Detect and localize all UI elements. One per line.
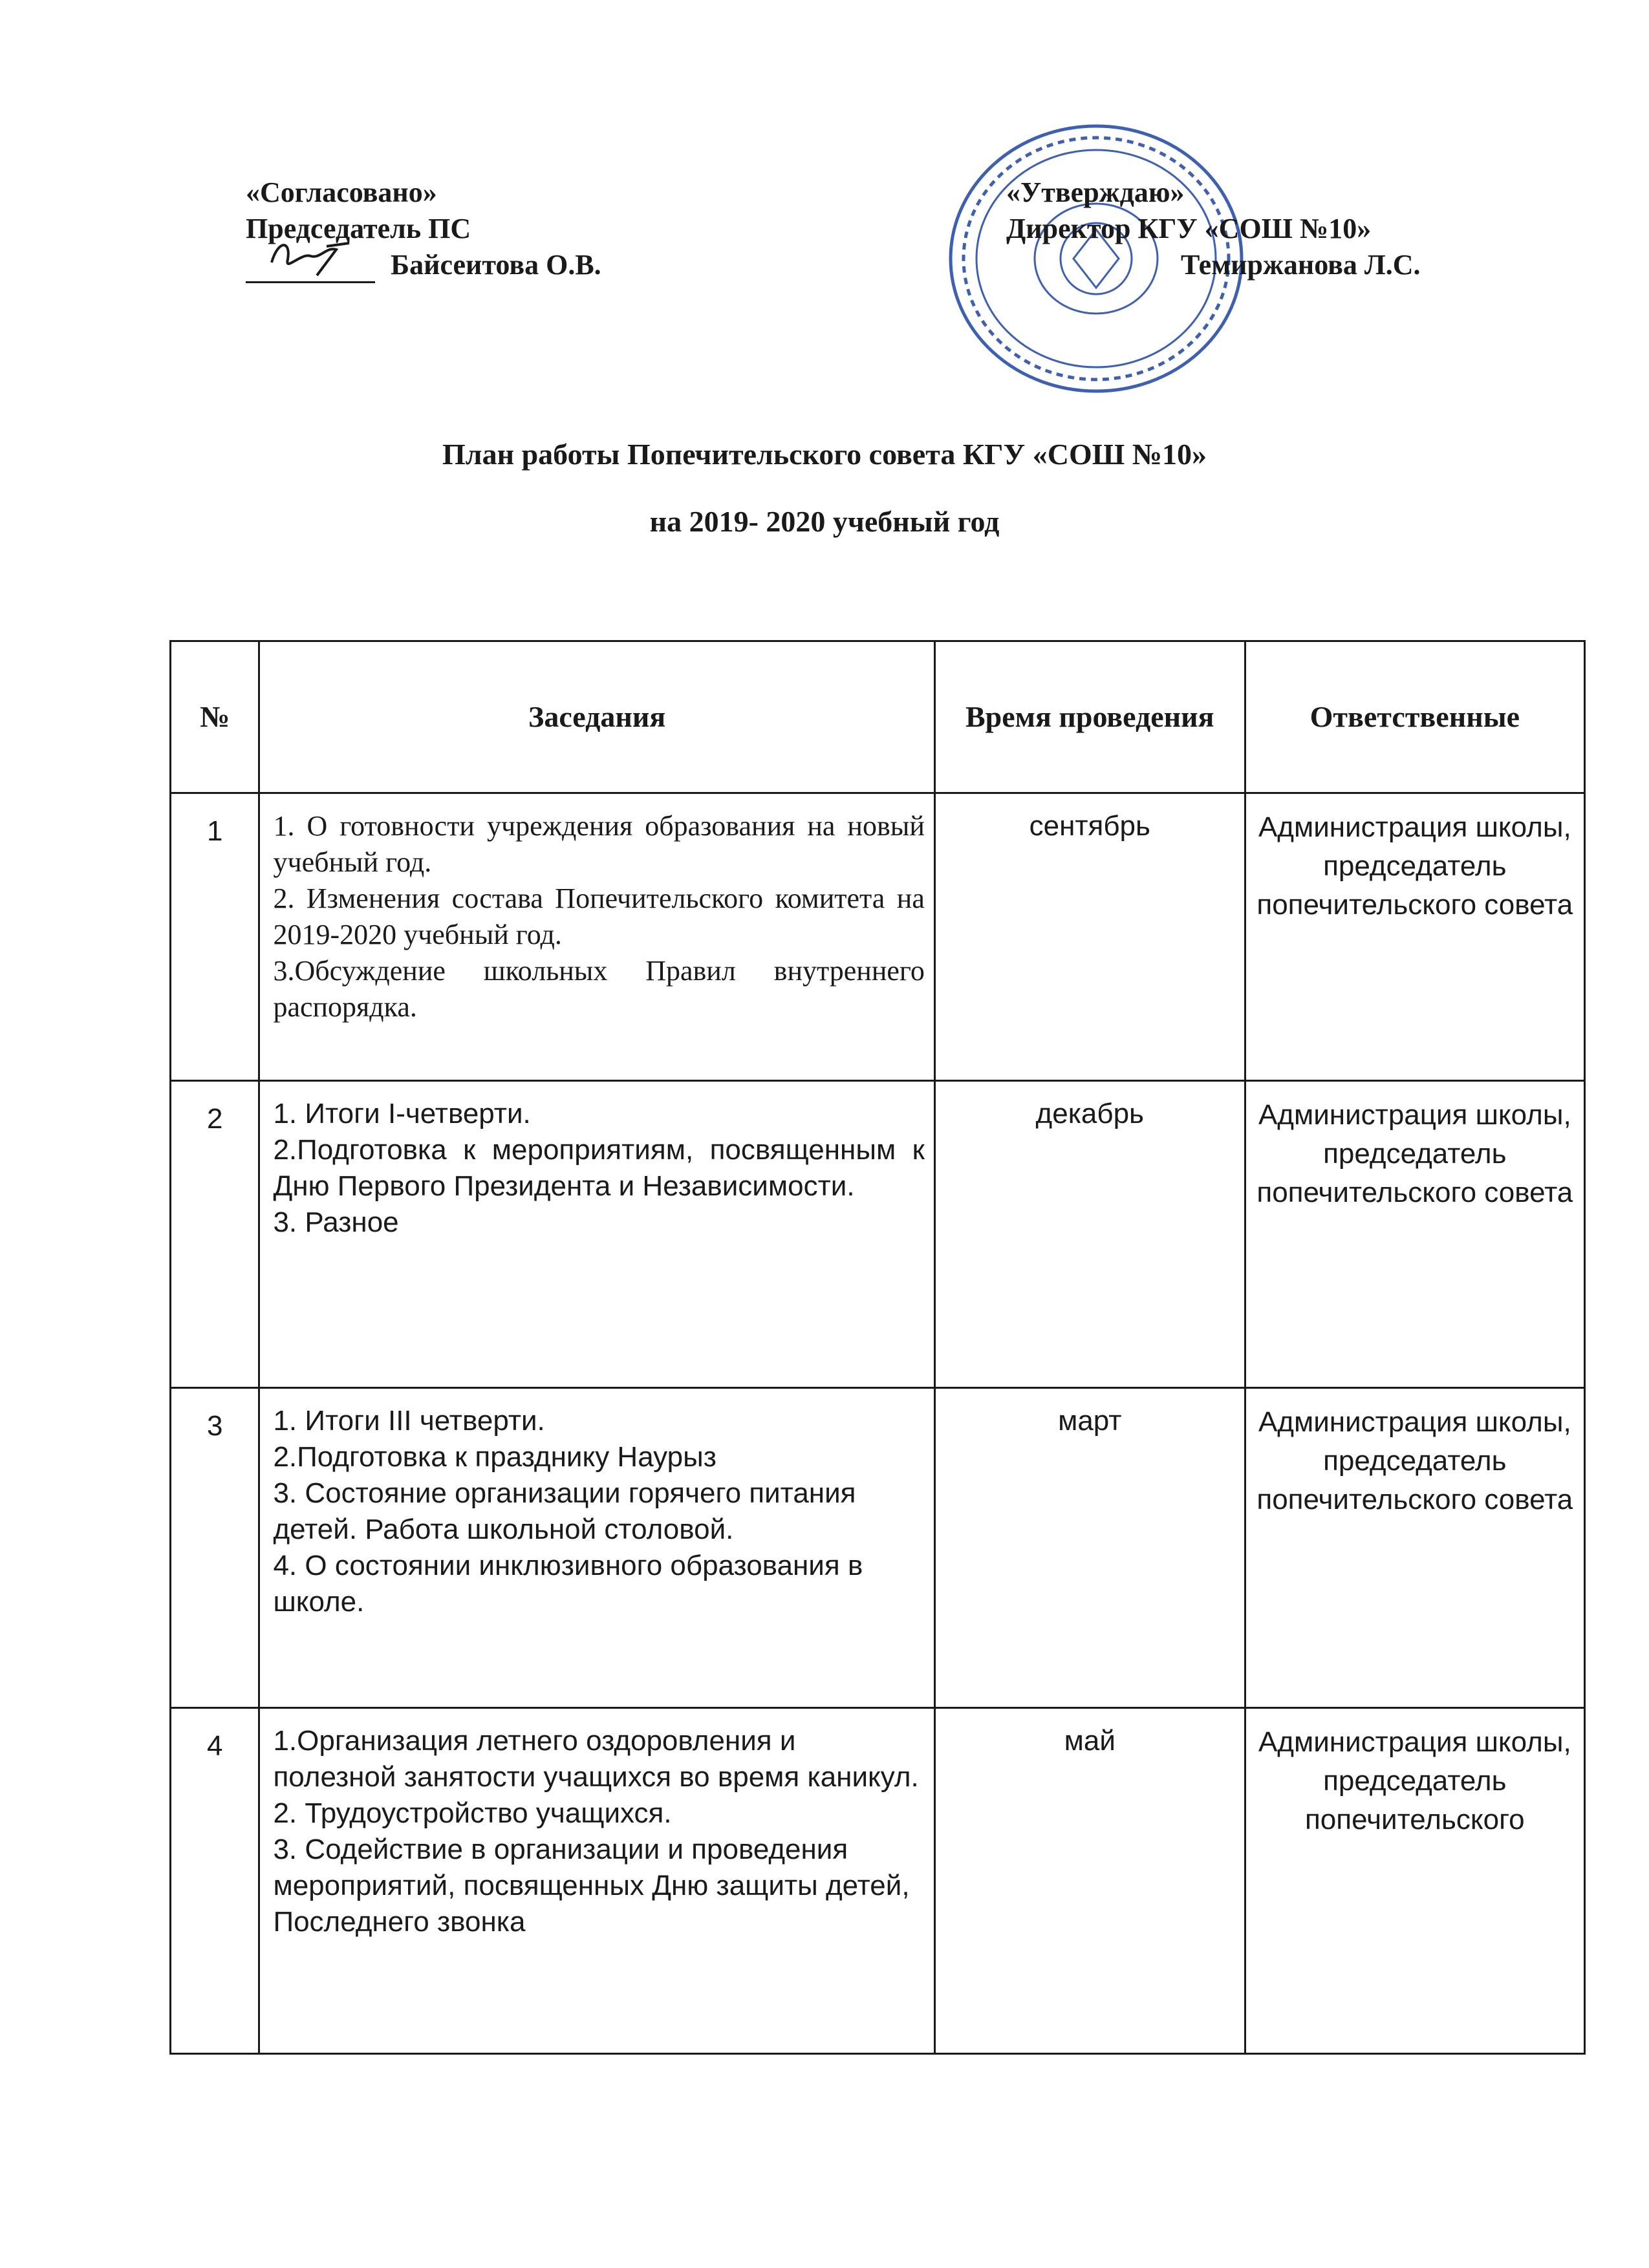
table-row [171, 793, 1585, 1081]
approved-label: «Утверждаю» [1006, 177, 1185, 208]
document-subtitle: на 2019- 2020 учебный год [649, 505, 1000, 538]
agreed-signature-row [246, 247, 601, 283]
agenda-item: 2. Трудоустройство учащихся. [273, 1797, 672, 1829]
agreed-label: «Согласовано» [246, 177, 437, 208]
row-responsible: Администрация школы, председатель попечительского совета [1245, 793, 1584, 1081]
row-responsible: Администрация школы, председатель попечительского [1245, 1708, 1584, 2054]
agenda-item: 2.Подготовка к мероприятиям, посвященным к Дню Первого Президента и Независимости. [273, 1134, 925, 1202]
row-agenda [259, 1708, 934, 2054]
header-agenda: Заседания [259, 641, 934, 793]
agenda-item: 2.Подготовка к празднику Наурыз [273, 1441, 717, 1473]
row-number: 1 [171, 793, 259, 1081]
agenda-item: 3.Обсуждение школьных Правил внутреннего распорядка. [273, 955, 925, 1023]
agenda-item: 3. Содействие в организации и проведения мероприятий, посвященных Дню защиты детей, Последнего звонка [273, 1834, 910, 1938]
agreed-position: Председатель ПС [246, 213, 471, 244]
header-number: № [171, 641, 259, 793]
agenda-item: 2. Изменения состава Попечительского комитета на 2019-2020 учебный год. [273, 883, 925, 950]
agenda-item: 1.Организация летнего оздоровления и полезной занятости учащихся во время каникул. [273, 1725, 919, 1793]
approved-name: Темиржанова Л.С. [1181, 249, 1421, 281]
header-responsible: Ответственные [1245, 641, 1584, 793]
agenda-item: 1. Итоги III четверти. [273, 1405, 545, 1437]
header-time: Время проведения [934, 641, 1245, 793]
row-number: 4 [171, 1708, 259, 2054]
row-responsible: Администрация школы, председатель попечительского совета [1245, 1388, 1584, 1708]
table-row [171, 1081, 1585, 1388]
table-row [171, 1708, 1585, 2054]
agreed-name: Байсеитова О.В. [391, 249, 601, 281]
approval-agreed-block [246, 175, 601, 283]
row-agenda [259, 793, 934, 1081]
table-header-row [171, 641, 1585, 793]
agenda-item: 4. О состоянии инклюзивного образования в школе. [273, 1550, 863, 1618]
approved-signature-row [1006, 247, 1420, 283]
agenda-item: 1. О готовности учреждения образования на новый учебный год. [273, 810, 925, 878]
row-number: 3 [171, 1388, 259, 1708]
row-time: декабрь [934, 1081, 1245, 1388]
table-row [171, 1388, 1585, 1708]
row-agenda [259, 1081, 934, 1388]
row-time: сентябрь [934, 793, 1245, 1081]
document-title: План работы Попечительского совета КГУ «СОШ №10» [442, 438, 1207, 471]
row-time: май [934, 1708, 1245, 2054]
signature-line [246, 253, 375, 283]
approved-position: Директор КГУ «СОШ №10» [1006, 213, 1372, 244]
row-time: март [934, 1388, 1245, 1708]
approval-approved-block [1006, 175, 1420, 283]
row-number: 2 [171, 1081, 259, 1388]
agenda-item: 3. Состояние организации горячего питания детей. Работа школьной столовой. [273, 1477, 856, 1545]
row-responsible: Администрация школы, председатель попечительского совета [1245, 1081, 1584, 1388]
agenda-item: 1. Итоги I-четверти. [273, 1098, 531, 1129]
handwritten-signature-icon [265, 233, 356, 279]
agenda-item: 3. Разное [273, 1206, 399, 1238]
row-agenda [259, 1388, 934, 1708]
work-plan-table [169, 640, 1586, 2055]
